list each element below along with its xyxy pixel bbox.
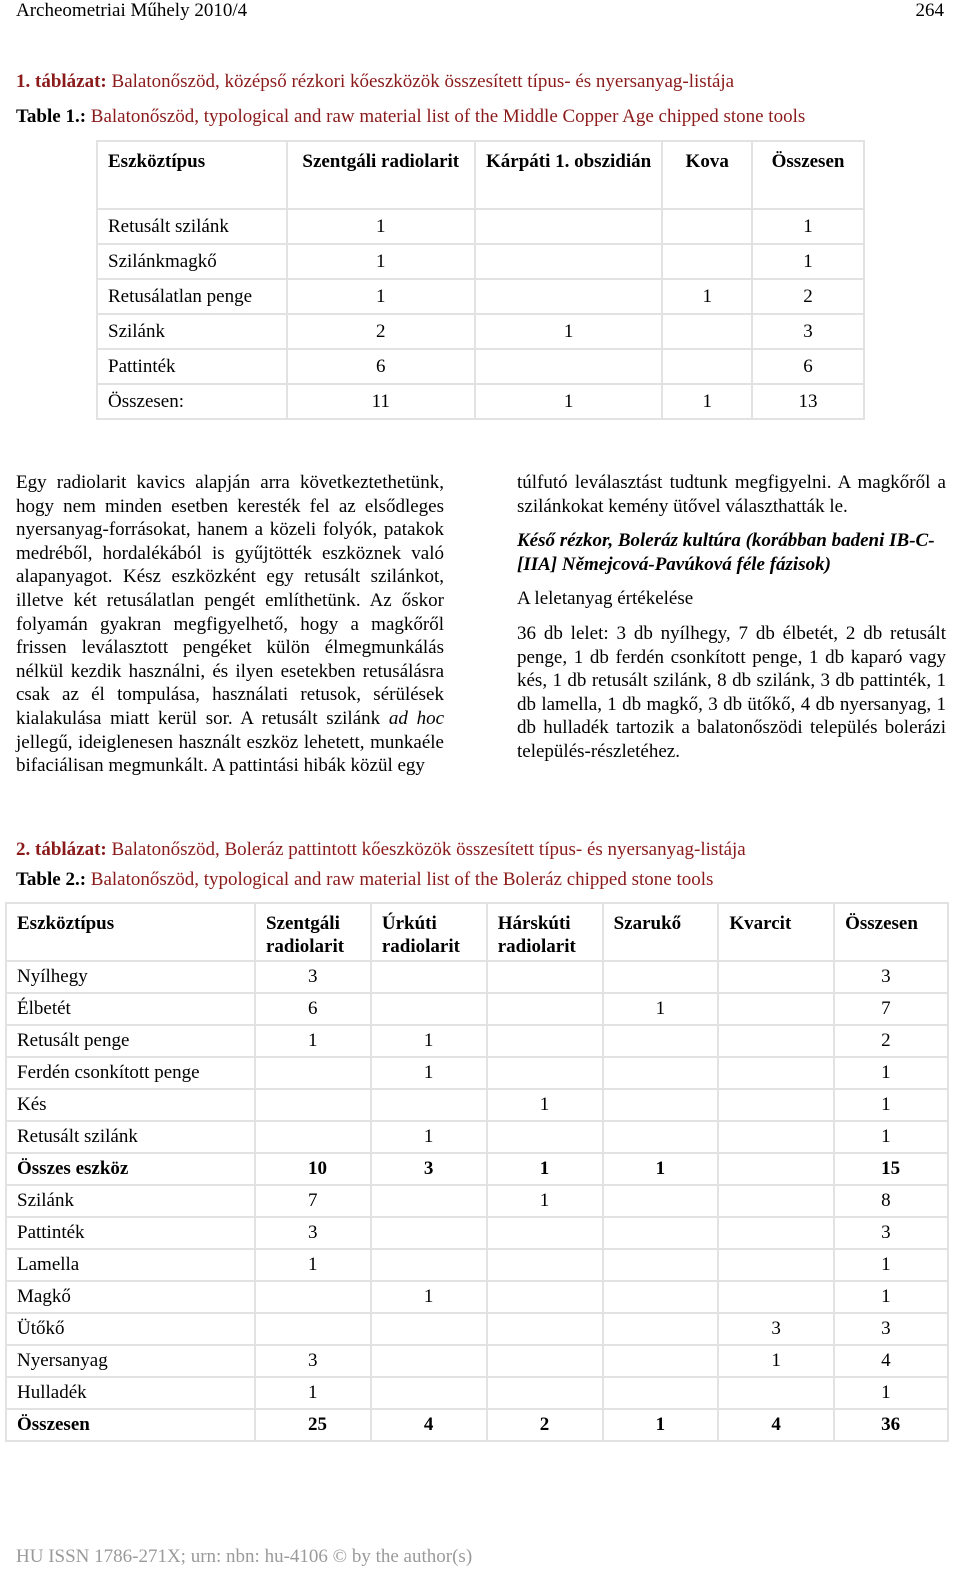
table2-cell: 6	[255, 993, 371, 1025]
table2-cell	[603, 1345, 719, 1377]
body-text-left	[16, 471, 444, 778]
table2-cell	[718, 1217, 834, 1249]
table2-cell: Összesen	[6, 1409, 255, 1441]
table2-cell: 1	[487, 1153, 603, 1185]
table2-cell	[255, 1089, 371, 1121]
table1-header-row	[97, 141, 864, 209]
table2-cell	[371, 1313, 487, 1345]
table2-cell: 25	[255, 1409, 371, 1441]
table2-header-cell: Összesen	[834, 903, 948, 961]
table2-caption-hu-text: Balatonőszöd, Boleráz pattintott kőeszközök összesített típus- és nyersanyag-listája	[106, 839, 746, 860]
table2-caption-en	[16, 869, 713, 891]
table2-cell: 1	[255, 1249, 371, 1281]
table2-cell: 3	[834, 1217, 948, 1249]
table2-cell: 7	[255, 1185, 371, 1217]
table2-row	[6, 1089, 948, 1121]
table2-cell: Pattinték	[6, 1217, 255, 1249]
table1-row	[97, 384, 864, 419]
table2-cell: 4	[371, 1409, 487, 1441]
table2-header-cell: Szentgáli radiolarit	[255, 903, 371, 961]
table1-cell	[475, 244, 662, 279]
table1-cell: 13	[752, 384, 864, 419]
table2-row	[6, 1121, 948, 1153]
table2-cell: 2	[834, 1025, 948, 1057]
table2-cell: Kés	[6, 1089, 255, 1121]
table1-caption-en-text: Balatonőszöd, typological and raw material list of the Middle Copper Age chipped stone tools	[86, 106, 806, 127]
table2-cell	[487, 1057, 603, 1089]
table1-caption-en	[16, 106, 805, 128]
table1-cell: Összesen:	[97, 384, 287, 419]
table2-cell: 4	[718, 1409, 834, 1441]
table2-row	[6, 993, 948, 1025]
table2-cell	[603, 1121, 719, 1153]
table1-cell: 1	[475, 384, 662, 419]
table2-cell	[255, 1281, 371, 1313]
table2-cell: 3	[834, 961, 948, 993]
table2-cell	[718, 1121, 834, 1153]
table2-row	[6, 1377, 948, 1409]
table2-cell	[487, 1313, 603, 1345]
table2-cell: 1	[834, 1089, 948, 1121]
table2-cell: 1	[487, 1185, 603, 1217]
table2-cell: 1	[834, 1057, 948, 1089]
table2-row	[6, 1217, 948, 1249]
table2-row	[6, 961, 948, 993]
table1-header-cell: Eszköztípus	[97, 141, 287, 209]
table2-cell	[487, 993, 603, 1025]
table2-cell	[487, 1377, 603, 1409]
table2-cell	[603, 961, 719, 993]
table2-cell	[718, 961, 834, 993]
table2-cell	[371, 1377, 487, 1409]
table2-cell: 1	[603, 1409, 719, 1441]
table2-cell: Összes eszköz	[6, 1153, 255, 1185]
table2-cell	[603, 1249, 719, 1281]
body-text-left-main: Egy radiolarit kavics alapján arra következtethetünk, hogy nem minden esetben keresték fel az elsődleges nyersanyag-forrásokat, hanem a közeli folyók, patakok medréből, hordalékából is gyűjtötték eszköznek való alapanyagot. Kész eszközként egy retusált szilánkot, illetve két retusálatlan pengét említhetünk. Az őskor folyamán gyakran megfigyelhető, hogy a magkőről frissen leválasztott pengéket külön élmegmunkálás nélkül kezdik használni, és ilyen esetekben retusálásra csak az él tompulása, használati retusok, sérülések kialakulása miatt kerül sor. A retusált szilánk	[16, 472, 444, 729]
table2-cell: 3	[255, 1217, 371, 1249]
table2-cell: 1	[834, 1121, 948, 1153]
table1-cell: 6	[287, 349, 475, 384]
table1-cell	[662, 314, 752, 349]
table2-cell	[718, 1025, 834, 1057]
table1-cell: 1	[752, 209, 864, 244]
table2-cell: Retusált penge	[6, 1025, 255, 1057]
table2-caption-hu-label: 2. táblázat:	[16, 839, 107, 860]
table2-row	[6, 1249, 948, 1281]
table2-cell: 1	[487, 1089, 603, 1121]
table2-cell	[718, 1377, 834, 1409]
table2-caption-en-label: Table 2.:	[16, 869, 87, 890]
table1-header-cell: Kárpáti 1. obszidián	[475, 141, 662, 209]
table1-cell: 1	[475, 314, 662, 349]
table2-cell: 1	[834, 1249, 948, 1281]
table2-cell: 36	[834, 1409, 948, 1441]
table1-header-cell: Szentgáli radiolarit	[287, 141, 475, 209]
table2-cell: Ütőkő	[6, 1313, 255, 1345]
table1-cell: 1	[752, 244, 864, 279]
table2-cell	[371, 1185, 487, 1217]
table2-cell: 1	[371, 1057, 487, 1089]
table1-cell: 3	[752, 314, 864, 349]
body-text-right	[517, 471, 946, 764]
table2-cell	[255, 1121, 371, 1153]
body-text-right-intro: túlfutó leválasztást tudtunk megfigyelni. A magkőről a szilánkokat kemény ütővel választhatták le.	[517, 472, 946, 517]
table2-row	[6, 1185, 948, 1217]
table2-cell: Szilánk	[6, 1185, 255, 1217]
table2-cell: Nyersanyag	[6, 1345, 255, 1377]
table2-cell	[603, 1057, 719, 1089]
table1-cell: 2	[752, 279, 864, 314]
table2-cell	[487, 1217, 603, 1249]
table2-header-cell: Úrkúti radiolarit	[371, 903, 487, 961]
table1-caption-hu-text: Balatonőszöd, középső rézkori kőeszközök összesített típus- és nyersanyag-listája	[106, 71, 735, 92]
footer-issn: HU ISSN 1786-271X; urn: nbn: hu-4106 © by the author(s)	[16, 1546, 473, 1567]
table1-cell: 2	[287, 314, 475, 349]
section-subheading: Késő rézkor, Boleráz kultúra (korábban badeni IB-C-[IIA] Němejcová-Pavúková féle fázisok)	[517, 530, 935, 575]
table1-row	[97, 209, 864, 244]
table1-cell: 11	[287, 384, 475, 419]
table1-header-cell: Kova	[662, 141, 752, 209]
table1-header-cell: Összesen	[752, 141, 864, 209]
table1-row	[97, 314, 864, 349]
table2-header-cell: Eszköztípus	[6, 903, 255, 961]
table2-row	[6, 1057, 948, 1089]
table1-cell: Szilánk	[97, 314, 287, 349]
table2-cell: 3	[718, 1313, 834, 1345]
table2-cell	[718, 993, 834, 1025]
body-text-left-tail: jellegű, ideiglenesen használt eszköz lehetett, munkaéle bifaciálisan megmunkált. A pattintási hibák közül egy	[16, 731, 444, 777]
table2-cell: 1	[603, 993, 719, 1025]
table1-caption-hu	[16, 71, 734, 93]
table1-row	[97, 349, 864, 384]
table2-cell: Hulladék	[6, 1377, 255, 1409]
table2-row	[6, 1025, 948, 1057]
table2-cell: 8	[834, 1185, 948, 1217]
table2-cell	[487, 1345, 603, 1377]
table2-row	[6, 1153, 948, 1185]
table2-cell	[371, 1089, 487, 1121]
table2-cell	[371, 1217, 487, 1249]
table2	[5, 902, 949, 1442]
table1-cell: 1	[287, 279, 475, 314]
table2-cell: 3	[255, 961, 371, 993]
table2-cell	[718, 1281, 834, 1313]
table2-cell	[255, 1313, 371, 1345]
table1-cell: 1	[287, 209, 475, 244]
table2-caption-hu	[16, 839, 746, 861]
table2-cell: 1	[834, 1281, 948, 1313]
table2-cell: Ferdén csonkított penge	[6, 1057, 255, 1089]
section-title: A leletanyag értékelése	[517, 588, 694, 610]
table1-cell	[662, 209, 752, 244]
table2-row	[6, 1409, 948, 1441]
table2-cell	[487, 1249, 603, 1281]
journal-title: Archeometriai Műhely 2010/4	[16, 0, 248, 21]
table2-cell: 1	[834, 1377, 948, 1409]
table2-cell: 1	[603, 1153, 719, 1185]
table2-cell	[603, 1281, 719, 1313]
table2-cell	[603, 1313, 719, 1345]
table2-cell: 10	[255, 1153, 371, 1185]
table1-cell	[475, 209, 662, 244]
table2-header-row	[6, 903, 948, 961]
table2-cell	[487, 1281, 603, 1313]
table2-row	[6, 1345, 948, 1377]
table2-cell: 1	[371, 1025, 487, 1057]
table2-cell: 3	[834, 1313, 948, 1345]
table2-cell: Élbetét	[6, 993, 255, 1025]
table1-cell: Szilánkmagkő	[97, 244, 287, 279]
table2-cell	[718, 1249, 834, 1281]
table2-row	[6, 1313, 948, 1345]
table2-cell: 2	[487, 1409, 603, 1441]
table1-cell: Retusálatlan penge	[97, 279, 287, 314]
table2-header-cell: Szarukő	[603, 903, 719, 961]
table2-cell	[487, 961, 603, 993]
table1-row	[97, 279, 864, 314]
table2-cell	[371, 1249, 487, 1281]
table1-cell	[662, 244, 752, 279]
table1-caption-hu-label: 1. táblázat:	[16, 71, 107, 92]
table1-cell: Retusált szilánk	[97, 209, 287, 244]
table2-cell	[603, 1185, 719, 1217]
table1-cell: 1	[287, 244, 475, 279]
table2-cell: 15	[834, 1153, 948, 1185]
table2-row	[6, 1281, 948, 1313]
table1-cell	[662, 349, 752, 384]
table1-cell: 1	[662, 279, 752, 314]
table2-cell: 1	[718, 1345, 834, 1377]
table2-cell: 3	[255, 1345, 371, 1377]
table2-cell	[718, 1057, 834, 1089]
table2-header-cell: Kvarcit	[718, 903, 834, 961]
table2-cell	[371, 993, 487, 1025]
table1-row	[97, 244, 864, 279]
table2-cell	[487, 1121, 603, 1153]
table2-cell	[603, 1217, 719, 1249]
body-text-right-main: 36 db lelet: 3 db nyílhegy, 7 db élbetét, 2 db retusált penge, 1 db ferdén csonkított penge, 1 db kaparó vagy kés, 1 db retusált szilánk, 8 db szilánk, 3 db pattinték, 1 db lamella, 1 db magkő, 3 db ütőkő, 4 db nyersanyag, 1 db hulladék tartozik a balatonőszödi település bolerázi település-részletéhez.	[517, 622, 946, 762]
table2-cell	[255, 1057, 371, 1089]
body-text-left-italic: ad hoc	[388, 707, 445, 729]
table2-cell	[371, 961, 487, 993]
table2-cell	[603, 1025, 719, 1057]
table2-header-cell: Hárskúti radiolarit	[487, 903, 603, 961]
table1-caption-en-label: Table 1.:	[16, 106, 87, 127]
table1-cell	[475, 279, 662, 314]
table2-cell: Magkő	[6, 1281, 255, 1313]
table2-cell: 1	[255, 1377, 371, 1409]
page-number: 264	[915, 0, 944, 21]
table1	[96, 140, 865, 420]
table2-cell	[718, 1185, 834, 1217]
table2-cell: 1	[371, 1281, 487, 1313]
table2-cell	[718, 1153, 834, 1185]
table2-cell	[718, 1089, 834, 1121]
table2-cell: 7	[834, 993, 948, 1025]
table2-cell: 1	[255, 1025, 371, 1057]
table2-cell: 4	[834, 1345, 948, 1377]
table2-cell	[371, 1345, 487, 1377]
table2-caption-en-text: Balatonőszöd, typological and raw material list of the Boleráz chipped stone tools	[86, 869, 714, 890]
table2-cell: Nyílhegy	[6, 961, 255, 993]
table2-cell	[603, 1377, 719, 1409]
table2-cell: 3	[371, 1153, 487, 1185]
table2-cell	[487, 1025, 603, 1057]
table1-cell	[475, 349, 662, 384]
table1-cell: 6	[752, 349, 864, 384]
table1-cell: Pattinték	[97, 349, 287, 384]
table2-cell: Lamella	[6, 1249, 255, 1281]
table2-cell: Retusált szilánk	[6, 1121, 255, 1153]
table1-cell: 1	[662, 384, 752, 419]
table2-cell	[603, 1089, 719, 1121]
table2-cell: 1	[371, 1121, 487, 1153]
